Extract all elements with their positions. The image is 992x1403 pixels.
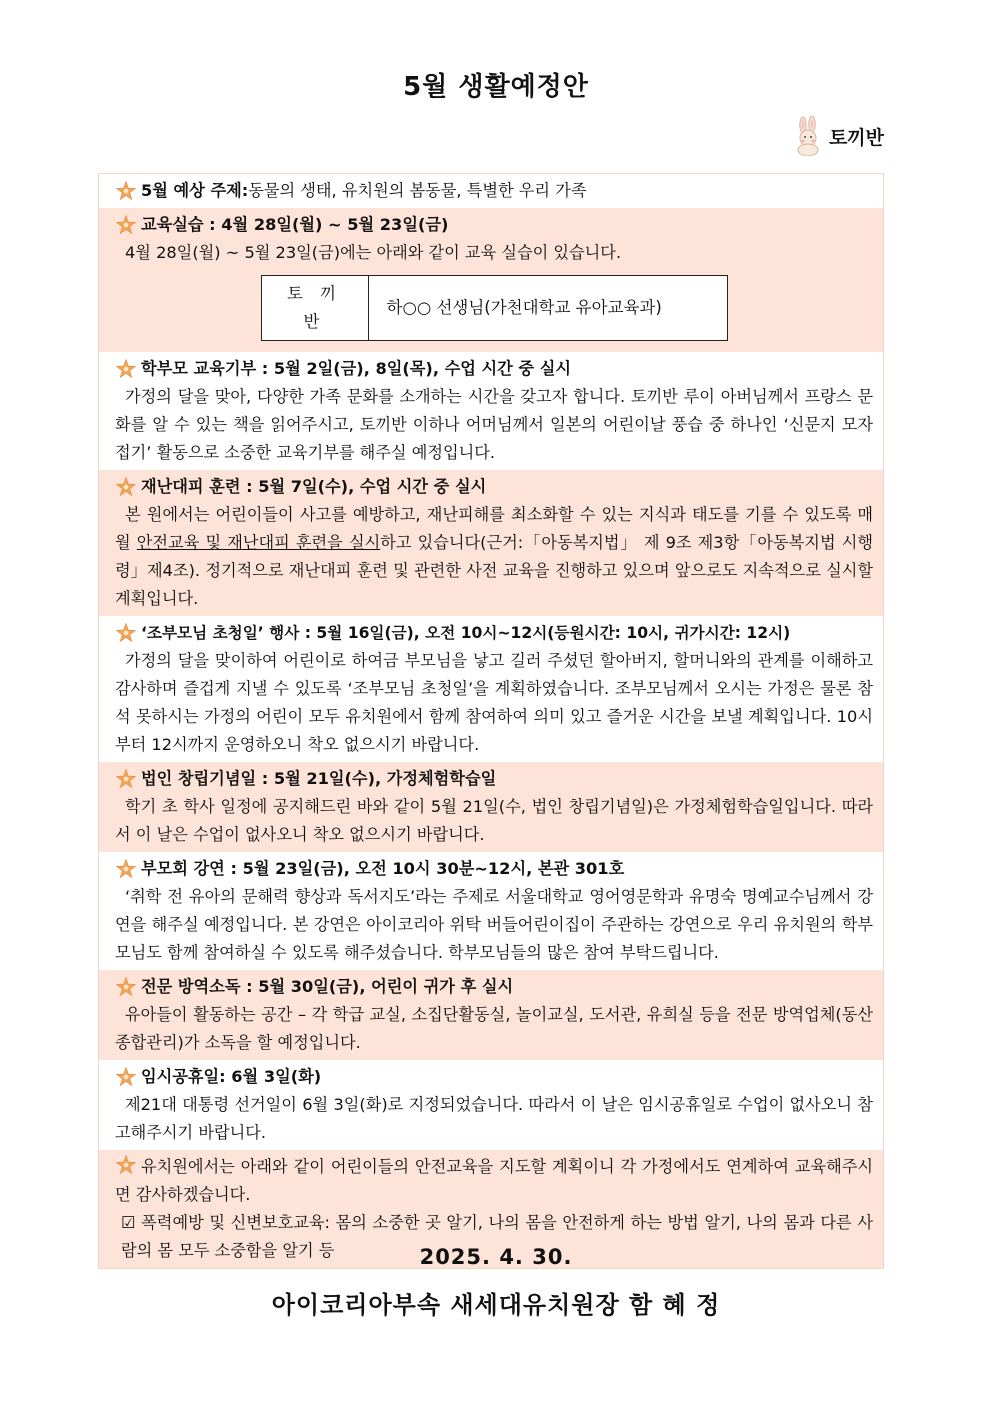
star-icon [115, 476, 137, 498]
section-grandparents [98, 616, 884, 762]
section-founding [98, 762, 884, 852]
page-title: 5월 생활예정안 [403, 72, 589, 102]
grandparents-text: 가정의 달을 맞이하여 어린이로 하여금 부모님을 낳고 길러 주셨던 할아버지, 할머니와의 관계를 이해하고 감사하며 즐겁게 지낼 수 있도록 ‘조부모님 초청일’을 계획하였습니다. 조부모님께서 오시는 가정은 물론 참석 못하시는 가정의 어린이 모두 유치원에서 함께 참여하여 의미 있고 즐거운 시간을 보낼 계획입니다. 10시부터 12시까지 운영하오니 착오 없으시기 바랍니다. [115, 651, 873, 754]
signature: 아이코리아부속 새세대유치원장 함 혜 정 [271, 1291, 721, 1319]
practicum-heading: 교육실습 : 4월 28일(월) ~ 5월 23일(금) [141, 215, 449, 234]
star-icon [115, 214, 137, 236]
section-practicum [98, 208, 884, 352]
section-lecture [98, 852, 884, 970]
disinfection-text: 유아들이 활동하는 공간 – 각 학급 교실, 소집단활동실, 놀이교실, 도서관, 유희실 등을 전문 방역업체(동산종합관리)가 소독을 할 예정입니다. [115, 1005, 873, 1052]
holiday-heading: 임시공휴일: 6월 3일(화) [141, 1067, 322, 1086]
section-evacuation [98, 470, 884, 616]
holiday-text: 제21대 대통령 선거일이 6월 3일(화)로 지정되었습니다. 따라서 이 날은 임시공휴일로 수업이 없사오니 참고해주시기 바랍니다. [115, 1095, 873, 1142]
practicum-text: 4월 28일(월) ~ 5월 23일(금)에는 아래와 같이 교육 실습이 있습니다. [125, 243, 622, 262]
founding-text: 학기 초 학사 일정에 공지해드린 바와 같이 5월 21일(수, 법인 창립기념일)은 가정체험학습일입니다. 따라서 이 날은 수업이 없사오니 착오 없으시기 바랍니다. [115, 797, 873, 844]
parent-donation-heading: 학부모 교육기부 : 5월 2일(금), 8일(목), 수업 시간 중 실시 [141, 359, 571, 378]
star-icon [115, 976, 137, 998]
section-theme [98, 173, 884, 208]
star-icon [115, 768, 137, 790]
evacuation-text-underlined: 안전교육 및 재난대피 훈련을 실시 [136, 533, 381, 552]
document-date: 2025. 4. 30. [419, 1245, 573, 1269]
practicum-teacher-cell: 하○○ 선생님(가천대학교 유아교육과) [368, 276, 727, 341]
founding-heading: 법인 창립기념일 : 5월 21일(수), 가정체험학습일 [141, 769, 497, 788]
star-icon [115, 1154, 137, 1176]
rabbit-icon [791, 116, 825, 156]
safety-check-text: ☑ 폭력예방 및 신변보호교육: 몸의 소중한 곳 알기, 나의 몸을 안전하게 하는 방법 알기, 나의 몸과 다른 사람의 몸 모두 소중함을 알기 등 [121, 1213, 873, 1260]
evacuation-heading: 재난대피 훈련 : 5월 7일(수), 수업 시간 중 실시 [141, 477, 487, 496]
section-disinfection [98, 970, 884, 1060]
evacuation-text-a: 본 원에서는 어린이들이 사고를 예방하고, 재난피해를 최소화할 수 있는 지식과 태도를 기를 수 있도록 매월 [115, 505, 873, 552]
schedule-box [98, 173, 884, 1269]
star-icon [115, 1066, 137, 1088]
star-icon [115, 180, 137, 202]
class-label: 토끼반 [828, 126, 884, 149]
grandparents-heading: ‘조부모님 초청일’ 행사 : 5월 16일(금), 오전 10시~12시(등원시간: 10시, 귀가시간: 12시) [141, 624, 791, 642]
star-icon [115, 622, 137, 644]
practicum-class-cell: 토 끼 반 [261, 276, 368, 341]
theme-heading: 5월 예상 주제: [141, 181, 249, 200]
parent-donation-text: 가정의 달을 맞아, 다양한 가족 문화를 소개하는 시간을 갖고자 합니다. 토끼반 루이 아버님께서 프랑스 문화를 알 수 있는 책을 읽어주시고, 토끼반 이하나 어머님께서 일본의 어린이날 풍습 중 하나인 ‘신문지 모자 접기’ 활동으로 소중한 교육기부를 해주실 예정입니다. [115, 387, 873, 462]
star-icon [115, 858, 137, 880]
class-tag [791, 116, 884, 156]
evacuation-text [115, 501, 873, 613]
theme-text: 동물의 생태, 유치원의 봄동물, 특별한 우리 가족 [248, 181, 587, 200]
safety-text: 유치원에서는 아래와 같이 어린이들의 안전교육을 지도할 계획이니 각 가정에서도 연계하여 교육해주시면 감사하겠습니다. [115, 1157, 873, 1204]
lecture-text: ‘취학 전 유아의 문해력 향상과 독서지도’라는 주제로 서울대학교 영어영문학과 유명숙 명예교수님께서 강연을 해주실 예정입니다. 본 강연은 아이코리아 위탁 버들어린이집이 주관하는 강연으로 우리 유치원의 학부모님도 함께 참여하실 수 있도록 해주셨습니다. 학부모님들의 많은 참여 부탁드립니다. [115, 887, 873, 962]
practicum-table [261, 275, 728, 341]
section-holiday [98, 1060, 884, 1150]
section-parent-donation [98, 352, 884, 470]
disinfection-heading: 전문 방역소독 : 5월 30일(금), 어린이 귀가 후 실시 [141, 977, 514, 996]
evacuation-text-b: 하고 있습니다(근거:「아동복지법」 제 9조 제3항「아동복지법 시행령」제4조). 정기적으로 재난대피 훈련 및 관련한 사전 교육을 진행하고 있으며 앞으로도 지속적으로 실시할 계획입니다. [115, 533, 873, 608]
star-icon [115, 358, 137, 380]
lecture-heading: 부모회 강연 : 5월 23일(금), 오전 10시 30분~12시, 본관 301호 [141, 859, 625, 878]
